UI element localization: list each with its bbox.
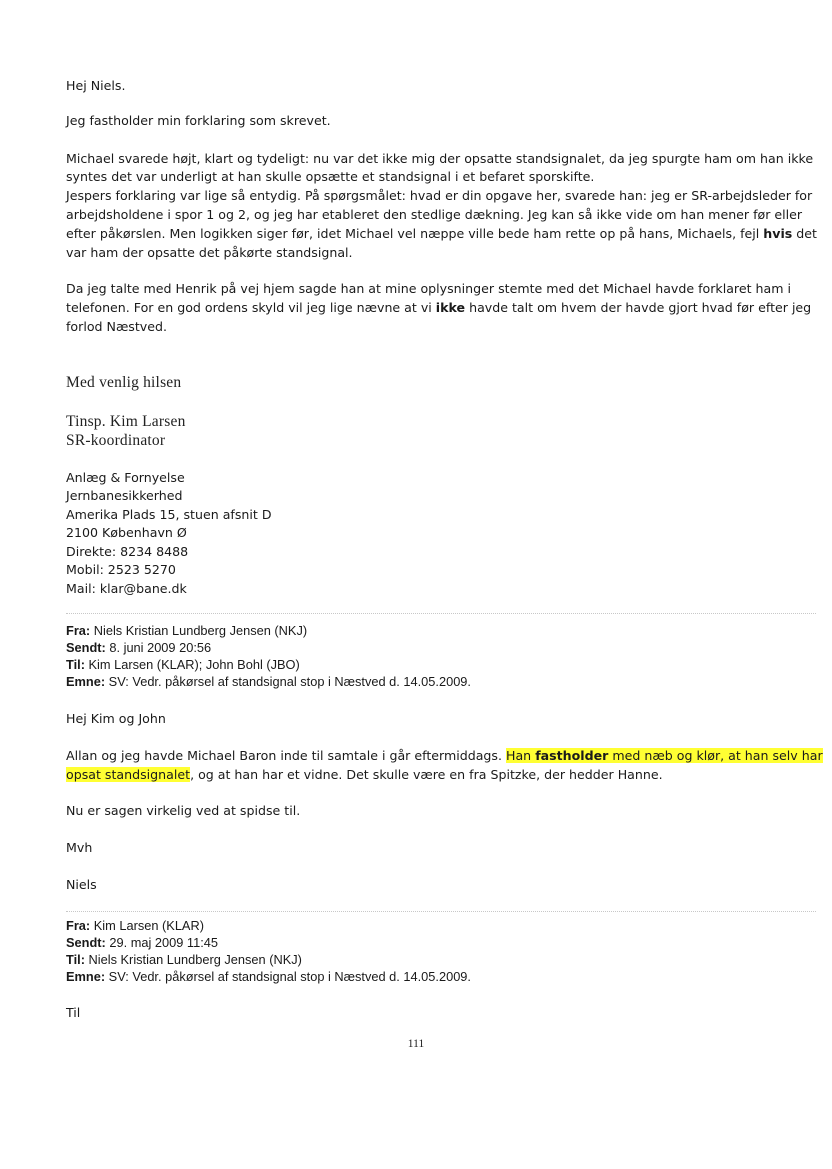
from-line [66, 918, 204, 935]
to-value: Niels Kristian Lundberg Jensen (NKJ) [84, 952, 302, 967]
subject-value: SV: Vedr. påkørsel af standsignal stop i Næstved d. 14.05.2009. [105, 674, 471, 689]
to-line [66, 657, 300, 674]
highlight: Han fastholder med næb og klør, at han selv har [506, 748, 823, 763]
text: havde talt om hvem der havde gjort hvad før efter jeg [465, 300, 812, 315]
paragraph-2-line: arbejdsholdene i spor 1 og 2, og jeg har etableret den stedlige dækning. Jeg kan så ikke vide om han mener før eller [66, 207, 803, 222]
text: det [792, 226, 817, 241]
sent-line [66, 935, 218, 952]
email-body-line [66, 746, 823, 765]
email-signoff: Mvh [66, 840, 93, 855]
paragraph-2-line: Michael svarede højt, klart og tydeligt: nu var det ikke mig der opsatte standsignalet, da jeg spurgte ham om han ikke [66, 151, 814, 166]
subject-value: SV: Vedr. påkørsel af standsignal stop i Næstved d. 14.05.2009. [105, 969, 471, 984]
org-line: Direkte: 8234 8488 [66, 544, 189, 559]
org-email-line: Mail: klar@bane.dk [66, 581, 187, 596]
greeting: Hej Niels. [66, 78, 126, 93]
paragraph-3-line: Da jeg talte med Henrik på vej hjem sagde han at mine oplysninger stemte med det Michael havde forklaret ham i [66, 281, 791, 296]
highlight: opsat standsignalet [66, 767, 191, 782]
from-label: Fra: [66, 918, 91, 933]
email-body-line [66, 765, 663, 784]
to-label: Til: [66, 952, 85, 967]
bold-word: hvis [763, 226, 793, 241]
text: efter påkørslen. Men logikken siger før, idet Michael vel næppe ville bede ham rette op på hans, Michaels, fejl [66, 226, 760, 241]
from-line [66, 623, 307, 640]
paragraph-3-line: forlod Næstved. [66, 319, 168, 334]
to-label: Til: [66, 657, 85, 672]
email-body-line: Til [66, 1005, 81, 1020]
sent-value: 29. maj 2009 11:45 [105, 935, 218, 950]
paragraph-2-line: Jespers forklaring var lige så entydig. På spørgsmålet: hvad er din opgave her, svarede han: jeg er SR-arbejdsleder for [66, 188, 813, 203]
sent-line [66, 640, 211, 657]
text: , og at han har et vidne. Det skulle være en fra Spitzke, der hedder Hanne. [190, 767, 663, 782]
sent-label: Sendt: [66, 935, 106, 950]
paragraph-2-line [66, 224, 817, 243]
org-line: Anlæg & Fornyelse [66, 470, 185, 485]
sender-role: SR-koordinator [66, 432, 166, 449]
email-greeting: Hej Kim og John [66, 711, 166, 726]
sent-label: Sendt: [66, 640, 106, 655]
paragraph-3-line [66, 298, 811, 317]
sender-name: Tinsp. Kim Larsen [66, 413, 186, 430]
to-line [66, 952, 302, 969]
email-signature: Niels [66, 877, 97, 892]
to-value: Kim Larsen (KLAR); John Bohl (JBO) [84, 657, 300, 672]
closing: Med venlig hilsen [66, 374, 182, 391]
email-body-line: Nu er sagen virkelig ved at spidse til. [66, 803, 301, 818]
paragraph-1: Jeg fastholder min forklaring som skrevet. [66, 113, 331, 128]
divider [66, 911, 816, 912]
subject-line [66, 969, 471, 986]
text: Allan og jeg havde Michael Baron inde til samtale i går eftermiddags. [66, 748, 506, 763]
text: telefonen. For en god ordens skyld vil jeg lige nævne at vi [66, 300, 436, 315]
paragraph-2-line: var ham der opsatte det påkørte standsignal. [66, 245, 353, 260]
org-line: Amerika Plads 15, stuen afsnit D [66, 507, 272, 522]
from-label: Fra: [66, 623, 91, 638]
subject-label: Emne: [66, 674, 106, 689]
bold-word: fastholder [535, 748, 609, 763]
bold-word: ikke [435, 300, 466, 315]
divider [66, 613, 816, 614]
org-line: Jernbanesikkerhed [66, 488, 183, 503]
from-value: Niels Kristian Lundberg Jensen (NKJ) [90, 623, 308, 638]
org-line: 2100 København Ø [66, 525, 187, 540]
sent-value: 8. juni 2009 20:56 [105, 640, 212, 655]
org-line: Mobil: 2523 5270 [66, 562, 176, 577]
subject-line [66, 674, 471, 691]
paragraph-2-line: syntes det var underligt at han skulle opsætte et standsignal i et befaret sporskifte. [66, 169, 595, 184]
subject-label: Emne: [66, 969, 106, 984]
page-number: 111 [407, 1038, 425, 1050]
from-value: Kim Larsen (KLAR) [90, 918, 204, 933]
